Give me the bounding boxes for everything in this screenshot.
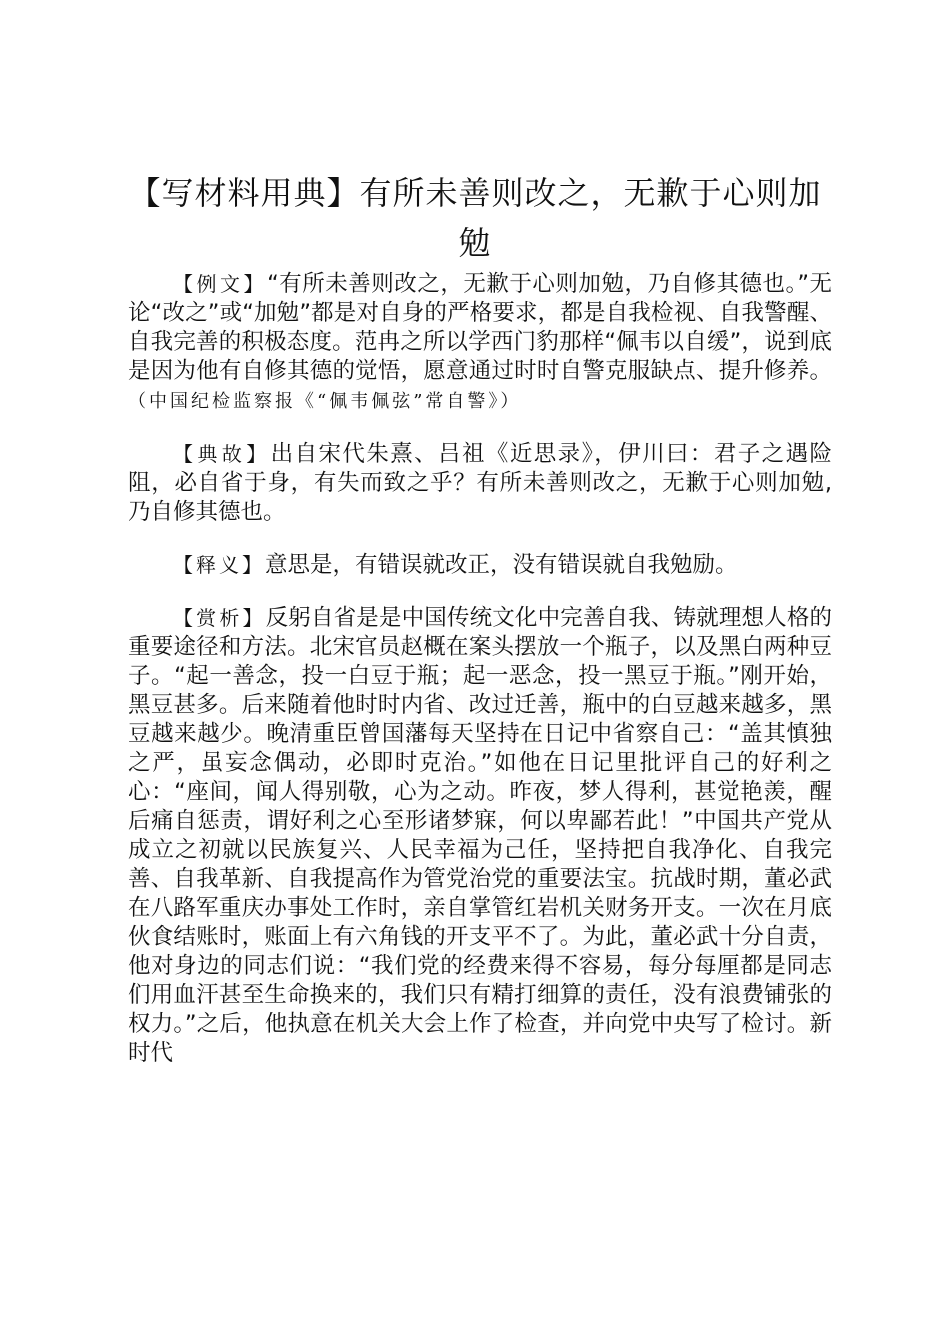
- section-tag-allusion: 【典故】: [173, 442, 271, 466]
- paragraph-example-text: “有所未善则改之，无歉于心则加勉，乃自修其德也。”无论“改之”或“加勉”都是对自身的严格要求，都是自我检视、自我警醒、自我完善的积极态度。范冉之所以学西门豹那样“佩韦以自缓”，说到底是因为他有自修其德的觉悟，愿意通过时时自警克服缺点、提升修养。: [128, 271, 832, 384]
- paragraph-meaning: [128, 551, 832, 580]
- paragraph-appreciation-text: 反躬自省是是中国传统文化中完善自我、铸就理想人格的重要途径和方法。北宋官员赵概在案头摆放一个瓶子，以及黑白两种豆子。“起一善念，投一白豆于瓶；起一恶念，投一黑豆于瓶。”刚开始，黑豆甚多。后来随着他时时内省、改过迁善，瓶中的白豆越来越多，黑豆越来越少。晚清重臣曾国藩每天坚持在日记中省察自己：“盖其慎独之严，虽妄念偶动，必即时克治。”如他在日记里批评自己的好利之心：“座间，闻人得别敬，心为之动。昨夜，梦人得利，甚觉艳羡，醒后痛自惩责，谓好利之心至形诸梦寐，何以卑鄙若此！”中国共产党从成立之初就以民族复兴、人民幸福为己任，坚持把自我净化、自我完善、自我革新、自我提高作为管党治党的重要法宝。抗战时期，董必武在八路军重庆办事处工作时，亲自掌管红岩机关财务开支。一次在月底伙食结账时，账面上有六角钱的开支平不了。为此，董必武十分自责，他对身边的同志们说：“我们党的经费来得不容易，每分每厘都是同志们用血汗甚至生命换来的，我们只有精打细算的责任，没有浪费铺张的权力。”之后，他执意在机关大会上作了检查，并向党中央写了检讨。新时代: [128, 605, 832, 1066]
- paragraph-example: [128, 270, 832, 416]
- paragraph-meaning-text: 意思是，有错误就改正，没有错误就自我勉励。: [265, 552, 738, 578]
- section-tag-meaning: 【释义】: [173, 553, 265, 577]
- section-tag-example: 【例文】: [173, 272, 268, 296]
- paragraph-appreciation: [128, 604, 832, 1068]
- document-body: [128, 270, 832, 1092]
- paragraph-allusion-text: 出自宋代朱熹、吕祖《近思录》，伊川曰：君子之遇险阻，必自省于身，有失而致之乎？有所未善则改之，无歉于心则加勉,乃自修其德也。: [128, 441, 832, 525]
- page-title: 【写材料用典】有所未善则改之，无歉于心则加勉: [128, 174, 822, 262]
- paragraph-allusion: [128, 440, 832, 527]
- section-tag-appreciation: 【赏析】: [173, 606, 266, 630]
- example-source-citation: （中国纪检监察报《“佩韦佩弦”常自警》）: [128, 391, 522, 412]
